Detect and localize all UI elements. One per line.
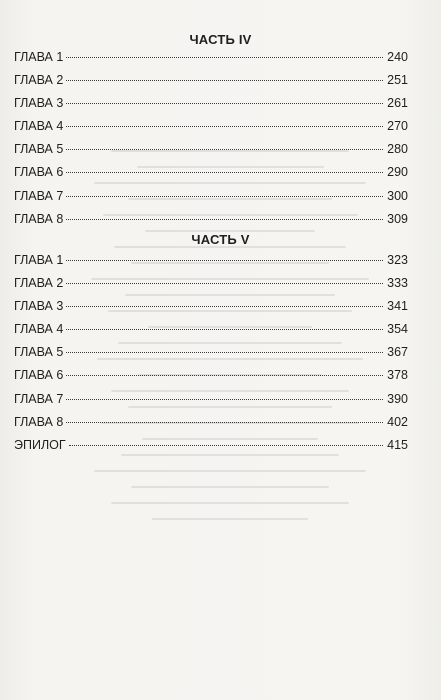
toc-entry-page-number: 341 (387, 299, 408, 314)
toc-entry (14, 275, 408, 298)
toc-entry (14, 141, 408, 164)
dot-leader (66, 70, 383, 81)
toc-part-4 (14, 49, 408, 234)
toc-entry-page-number: 323 (387, 253, 408, 267)
toc-entry-page-number: 390 (387, 391, 408, 406)
toc-entry (14, 414, 408, 437)
dot-leader (66, 162, 383, 173)
toc-entry-page-number: 240 (387, 50, 408, 64)
toc-entry-page-number: 415 (387, 437, 408, 452)
toc-entry-label: ГЛАВА 4 (14, 322, 64, 337)
toc-entry-label: ГЛАВА 7 (14, 188, 64, 203)
toc-entry (14, 367, 408, 390)
toc-entry-label: ЭПИЛОГ (14, 437, 66, 452)
toc-entry-label: ГЛАВА 6 (14, 165, 64, 180)
toc-entry-label: ГЛАВА 1 (14, 50, 64, 64)
dot-leader (66, 389, 383, 400)
toc-entry-label: ГЛАВА 5 (14, 345, 64, 360)
toc-entry (14, 164, 408, 187)
toc-entry-page-number: 333 (387, 276, 408, 291)
toc-entry (14, 437, 408, 460)
dot-leader (66, 93, 383, 104)
toc-entry (14, 344, 408, 367)
dot-leader (66, 319, 383, 330)
toc-entry-page-number: 290 (387, 165, 408, 180)
toc-entry (14, 118, 408, 141)
toc-entry-label: ГЛАВА 1 (14, 253, 64, 267)
dot-leader (66, 273, 383, 284)
toc-entry (14, 49, 408, 72)
toc-part-5 (14, 252, 408, 460)
dot-leader (66, 365, 383, 376)
toc-entry-label: ГЛАВА 6 (14, 368, 64, 383)
toc-entry-page-number: 251 (387, 73, 408, 88)
toc-entry (14, 95, 408, 118)
toc-entry-page-number: 300 (387, 188, 408, 203)
dot-leader (66, 342, 383, 353)
toc-entry (14, 188, 408, 211)
toc-entry-label: ГЛАВА 3 (14, 299, 64, 314)
dot-leader (66, 116, 383, 127)
dot-leader (66, 47, 383, 58)
toc-entry (14, 391, 408, 414)
toc-entry (14, 72, 408, 95)
toc-entry-label: ГЛАВА 8 (14, 414, 64, 429)
toc-entry-page-number: 378 (387, 368, 408, 383)
toc-entry (14, 321, 408, 344)
toc-entry-page-number: 367 (387, 345, 408, 360)
toc-entry-page-number: 270 (387, 119, 408, 134)
part-5-title: ЧАСТЬ V (191, 232, 250, 247)
toc-entry-label: ГЛАВА 2 (14, 276, 64, 291)
dot-leader (66, 250, 383, 261)
toc-entry-label: ГЛАВА 2 (14, 73, 64, 88)
toc-entry-page-number: 402 (387, 414, 408, 429)
toc-entry-page-number: 261 (387, 96, 408, 111)
toc-entry-label: ГЛАВА 7 (14, 391, 64, 406)
toc-entry (14, 298, 408, 321)
toc-entry (14, 252, 408, 275)
dot-leader (69, 435, 383, 446)
toc-entry-page-number: 354 (387, 322, 408, 337)
dot-leader (66, 412, 383, 423)
toc-entry-page-number: 309 (387, 211, 408, 226)
toc-entry-page-number: 280 (387, 142, 408, 157)
toc-entry (14, 211, 408, 234)
dot-leader (66, 296, 383, 307)
toc-entry-label: ГЛАВА 8 (14, 211, 64, 226)
toc-entry-label: ГЛАВА 4 (14, 119, 64, 134)
dot-leader (66, 209, 383, 220)
dot-leader (66, 186, 383, 197)
toc-entry-label: ГЛАВА 3 (14, 96, 64, 111)
toc-entry-label: ГЛАВА 5 (14, 142, 64, 157)
part-4-title: ЧАСТЬ IV (189, 32, 252, 47)
dot-leader (66, 139, 383, 150)
